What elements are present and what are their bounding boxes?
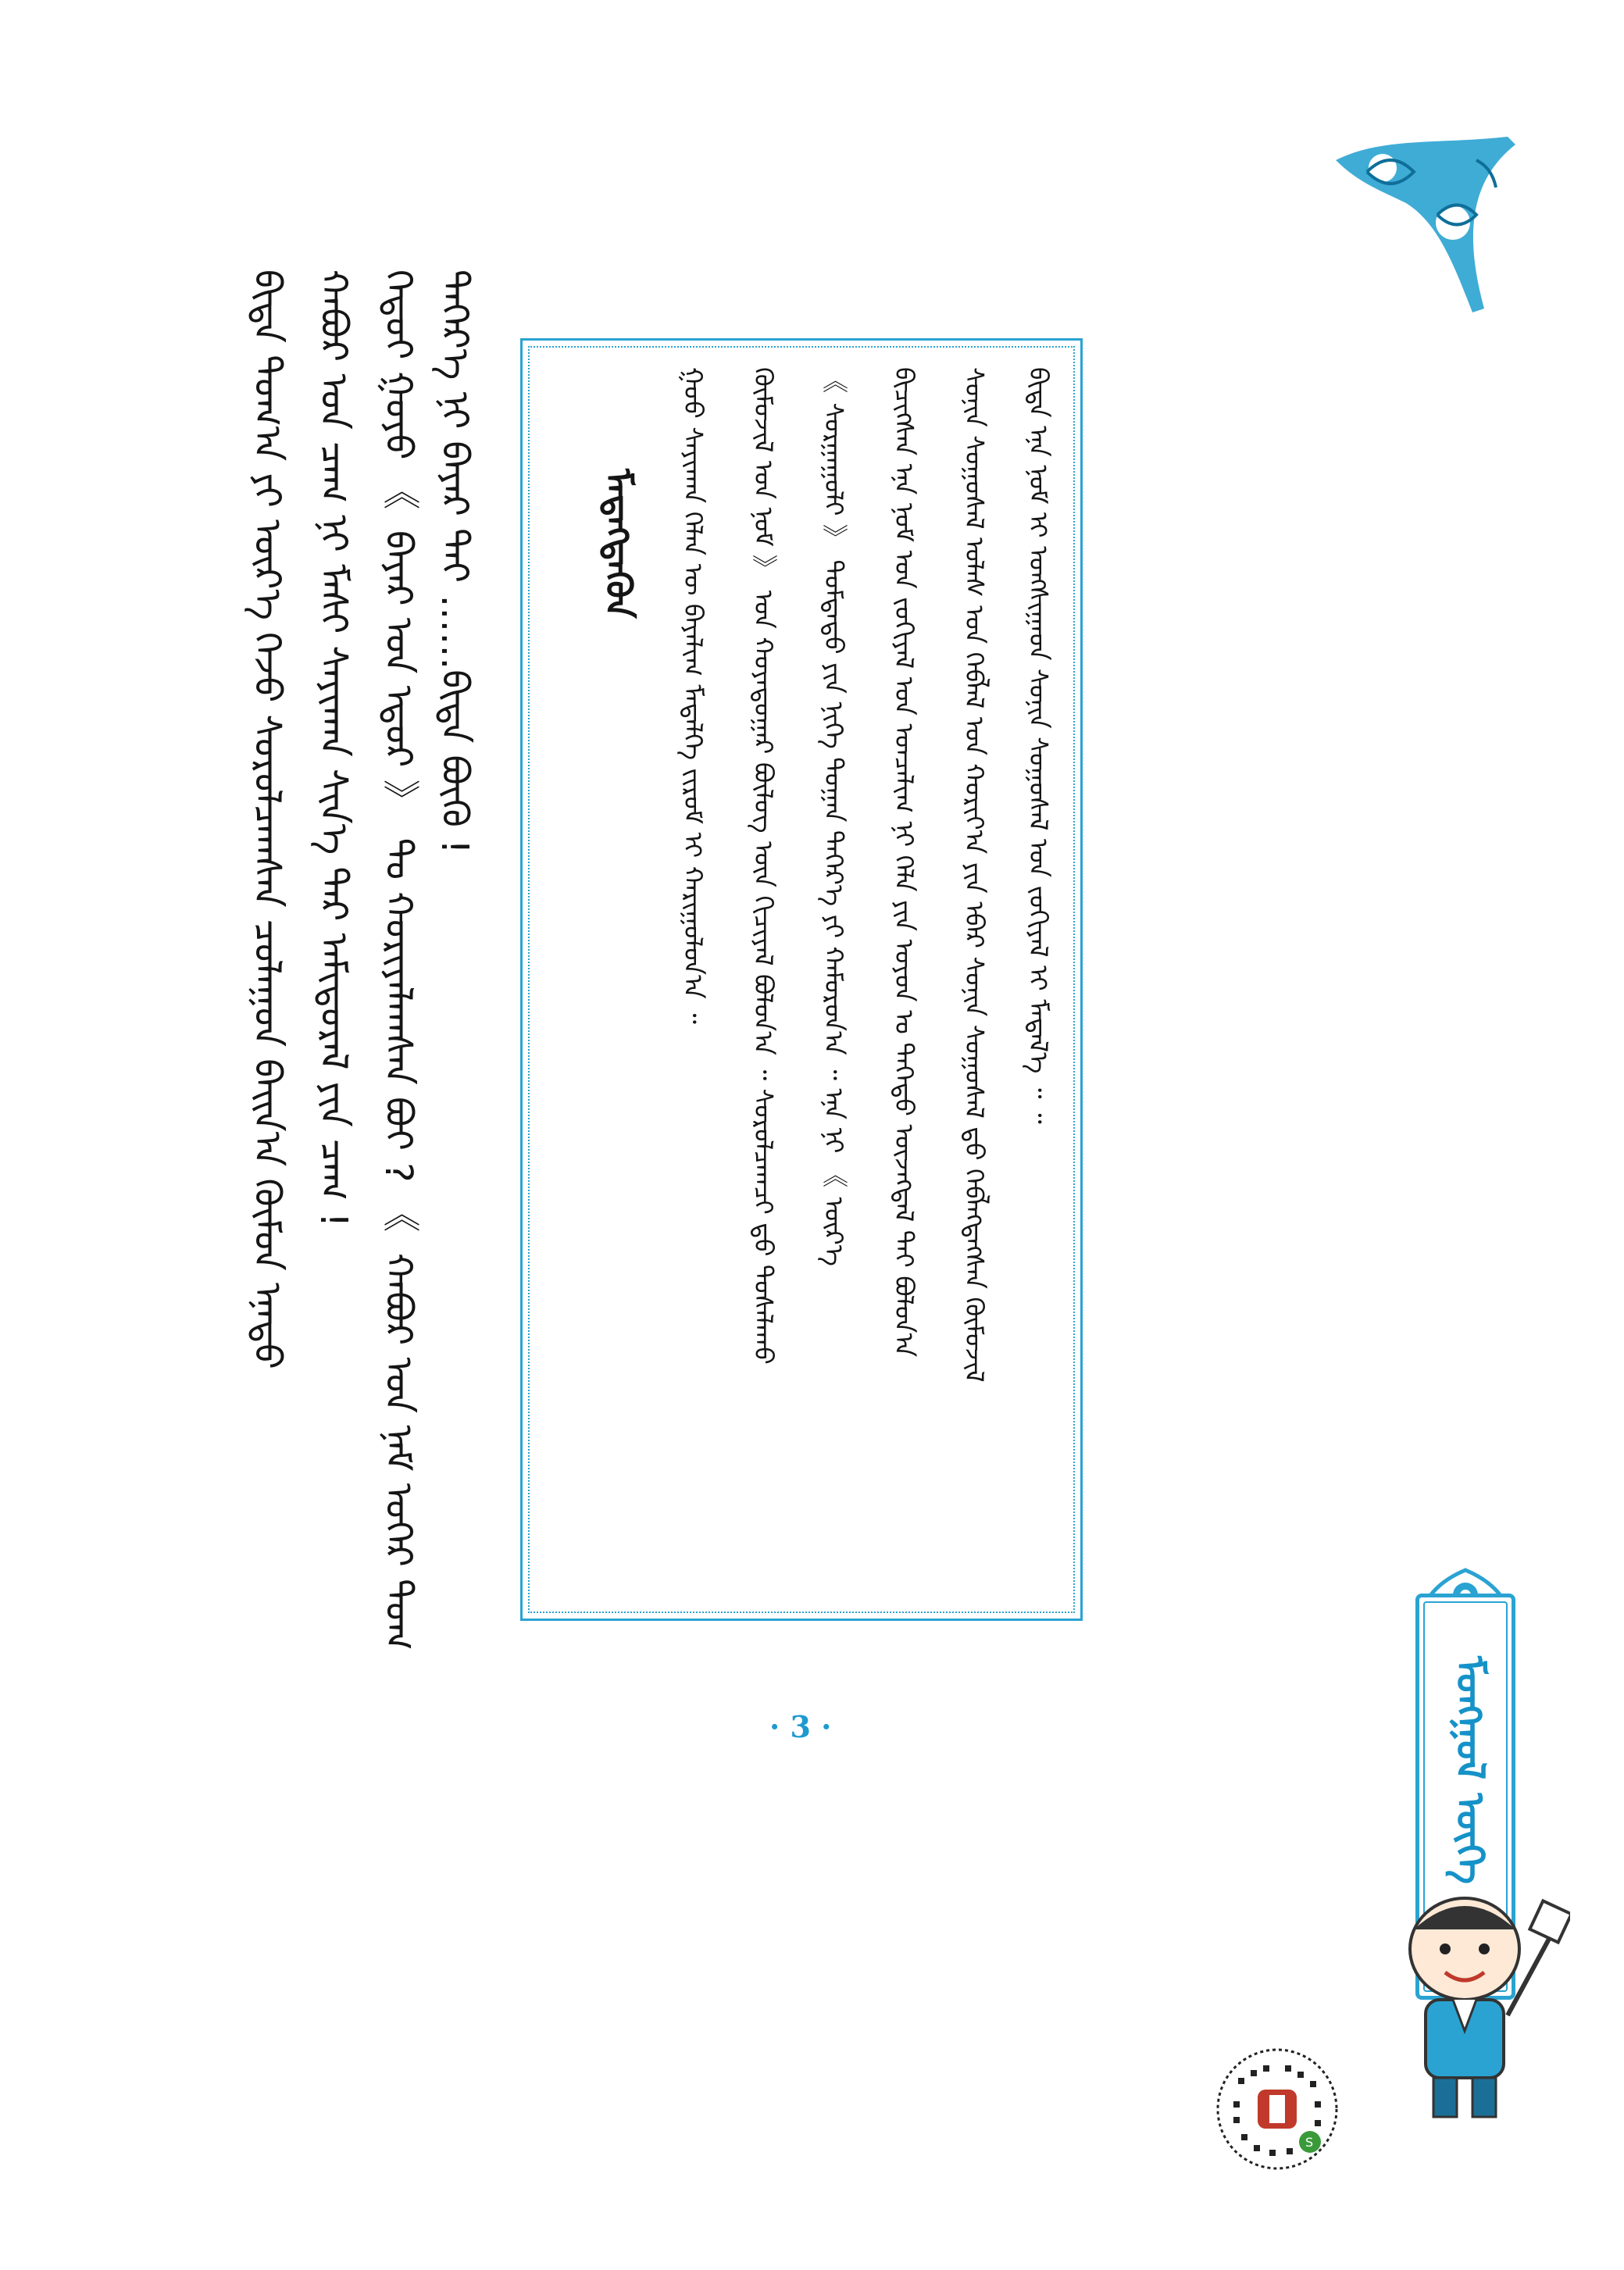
main-text-line: ᠪᠢᠳᠡ ᠳᠣᠭ᠎ᠠ ᠶᠢ ᠦᠷ᠎ᠡ ᠭᠡᠵᠦ ᠰᠤᠷᠤᠯᠴᠠᠭᠰᠠᠨ ᠴᠤᠯᠠᠭᠤᠨ ᠪᠠᠢᠨ᠎ᠠ ᠬᠦᠮᠦᠨ ᠡᠨᠡᠳᠦ <box>245 269 289 1369</box>
info-line: ᠪᠢᠳᠡ ᠡᠨᠡ ᠨᠣᠮ ᠢ ᠤᠩᠰᠢᠭᠠᠳ ᠰᠣᠨᠢᠨ ᠰᠣᠭᠤᠰᠠᠯ ᠤᠨ ᠵᠣᠬᠢᠶᠠᠯ ᠢ ᠮᠡᠳᠡᠯ᠎ᠡ ᠃ ᠃ <box>1023 367 1054 1124</box>
main-text-line: ᠬᠠᠪᠤᠷ ᠤᠨ ᠴᠠᠭ ᠨᠢ ᠮᠠᠰᠢ ᠰᠠᠶᠢᠬᠠᠨ ᠰᠢᠨ᠎ᠡ ᠳᠡᠷ ᠠᠮᠢᠳᠤᠷᠠᠯ ᠶᠢᠨ ᠴᠠᠭ ! <box>312 269 355 1228</box>
info-line: ᠬᠦᠮᠦᠵᠢᠯ ᠤᠨ ᠨᠣᠮ 》 ᠤᠨ ᠬᠣᠶᠠᠳᠤᠭᠠᠷ ᠪᠦᠯᠦᠭ ᠦᠨ ᠬᠢᠴᠢᠶᠡᠯ ᠪᠣᠯᠤᠨ᠎ᠠ ᠃ ᠰᠤᠷᠤᠯᠴᠠᠭᠴᠢ ᠳ᠋ᠤ ᠲᠤᠰᠠᠯᠠᠬᠤ <box>748 367 779 1365</box>
info-line: ᠰᠣᠨᠢᠨ ᠰᠣᠭᠤᠰᠠᠯ ᠤᠯᠠᠰ ᠤᠨ ᠬᠡᠪᠯᠡᠯ ᠤᠨ ᠬᠤᠷᠢᠶ᠎ᠠ ᠶᠢᠨ ᠡᠪᠡᠷ ᠰᠣᠨᠢᠨ ᠰᠣᠭᠤᠰᠠᠯ ᠳ᠋ᠤ ᠬᠡᠪᠯᠡᠭᠳᠡᠭᠰᠡᠨ ᠬᠦᠮᠦᠵᠢᠯ <box>959 367 990 1383</box>
qr-code-icon <box>1215 2047 1340 2172</box>
info-line: ᠪᠢᠴᠢᠭᠰᠡᠨ ᠡᠨᠡ ᠨᠣᠮ ᠤᠨ ᠵᠣᠬᠢᠶᠠᠯ ᠤᠨ ᠣᠨᠴᠠᠯᠢᠭ ᠨᠢ ᠬᠡᠯᠡ ᠶᠢᠨ ᠣᠶᠤᠨ ᠤ ᠳᠡᠭᠡᠳᠦ ᠦᠵᠡᠭᠳᠡᠯ ᠲᠠᠢ ᠪᠣᠯᠤᠨ᠎ᠠ <box>889 367 919 1358</box>
sidebar-title: ᠮᠣᠩᠭᠣᠯ ᠦᠭᠡ <box>1447 1656 1493 1885</box>
corner-ornament-icon <box>1320 129 1523 316</box>
page-number: · 3 · <box>769 1709 832 1744</box>
main-text-line: ᠬᠡᠳᠦᠢ ᠭᠣᠶᠣ 《 ᠪᠠᠶᠠᠷ ᠤᠨ ᠡᠳᠦᠷ 》 ᠲᠤ ᠬᠣᠷᠢᠶᠠᠯᠠᠭᠰᠠᠨ ᠪᠤᠢ ? 《 ᠬᠠᠪᠤᠷ ᠤᠨ ᠨᠠᠮ ᠤᠬᠡᠷ ᠳᠣᠭ <box>377 269 420 1651</box>
svg-text:S: S <box>1305 2135 1314 2150</box>
info-line: ᠭᠣᠣ ᠰᠠᠶᠢᠬᠠᠨ ᠬᠡᠯᠡᠨ ᠦ ᠪᠠᠶᠠᠯᠢᠭ ᠮᠡᠳᠡᠯᠭᠡ ᠵᠢᠷᠤᠮ ᠢ ᠬᠠᠷᠢᠭᠤᠯᠤᠨ᠎ᠠ ᠃ <box>678 367 708 1024</box>
info-line: 《 ᠰᠤᠷᠭᠠᠭᠤᠯᠢ 》 ᠳᠤᠮᠳᠠᠳᠤ ᠶᠢᠨ ᠨᠢᠭᠡ ᠲᠣᠭᠠᠨ ᠳᠡᠭᠡᠷ᠎ᠡ ᠶᠢ ᠬᠠᠮᠤᠷᠤᠨ᠎ᠠ ᠃ ᠡᠨᠡ ᠨᠢ 《 ᠦᠷ᠎ᠡ <box>819 367 849 1266</box>
mascot-boy-illustration <box>1359 1875 1570 2125</box>
main-text-line: ᠳᠡᠭᠡᠷ᠎ᠡ ᠨᠢ ᠪᠠᠶᠠᠷ ᠲᠠᠢ ……ᠪᠢᠳᠡ ᠪᠦᠬᠦ ! <box>433 269 476 855</box>
info-box-title: ᠮᠡᠳᠡᠭᠳᠡᠬᠦᠨ <box>598 469 640 619</box>
